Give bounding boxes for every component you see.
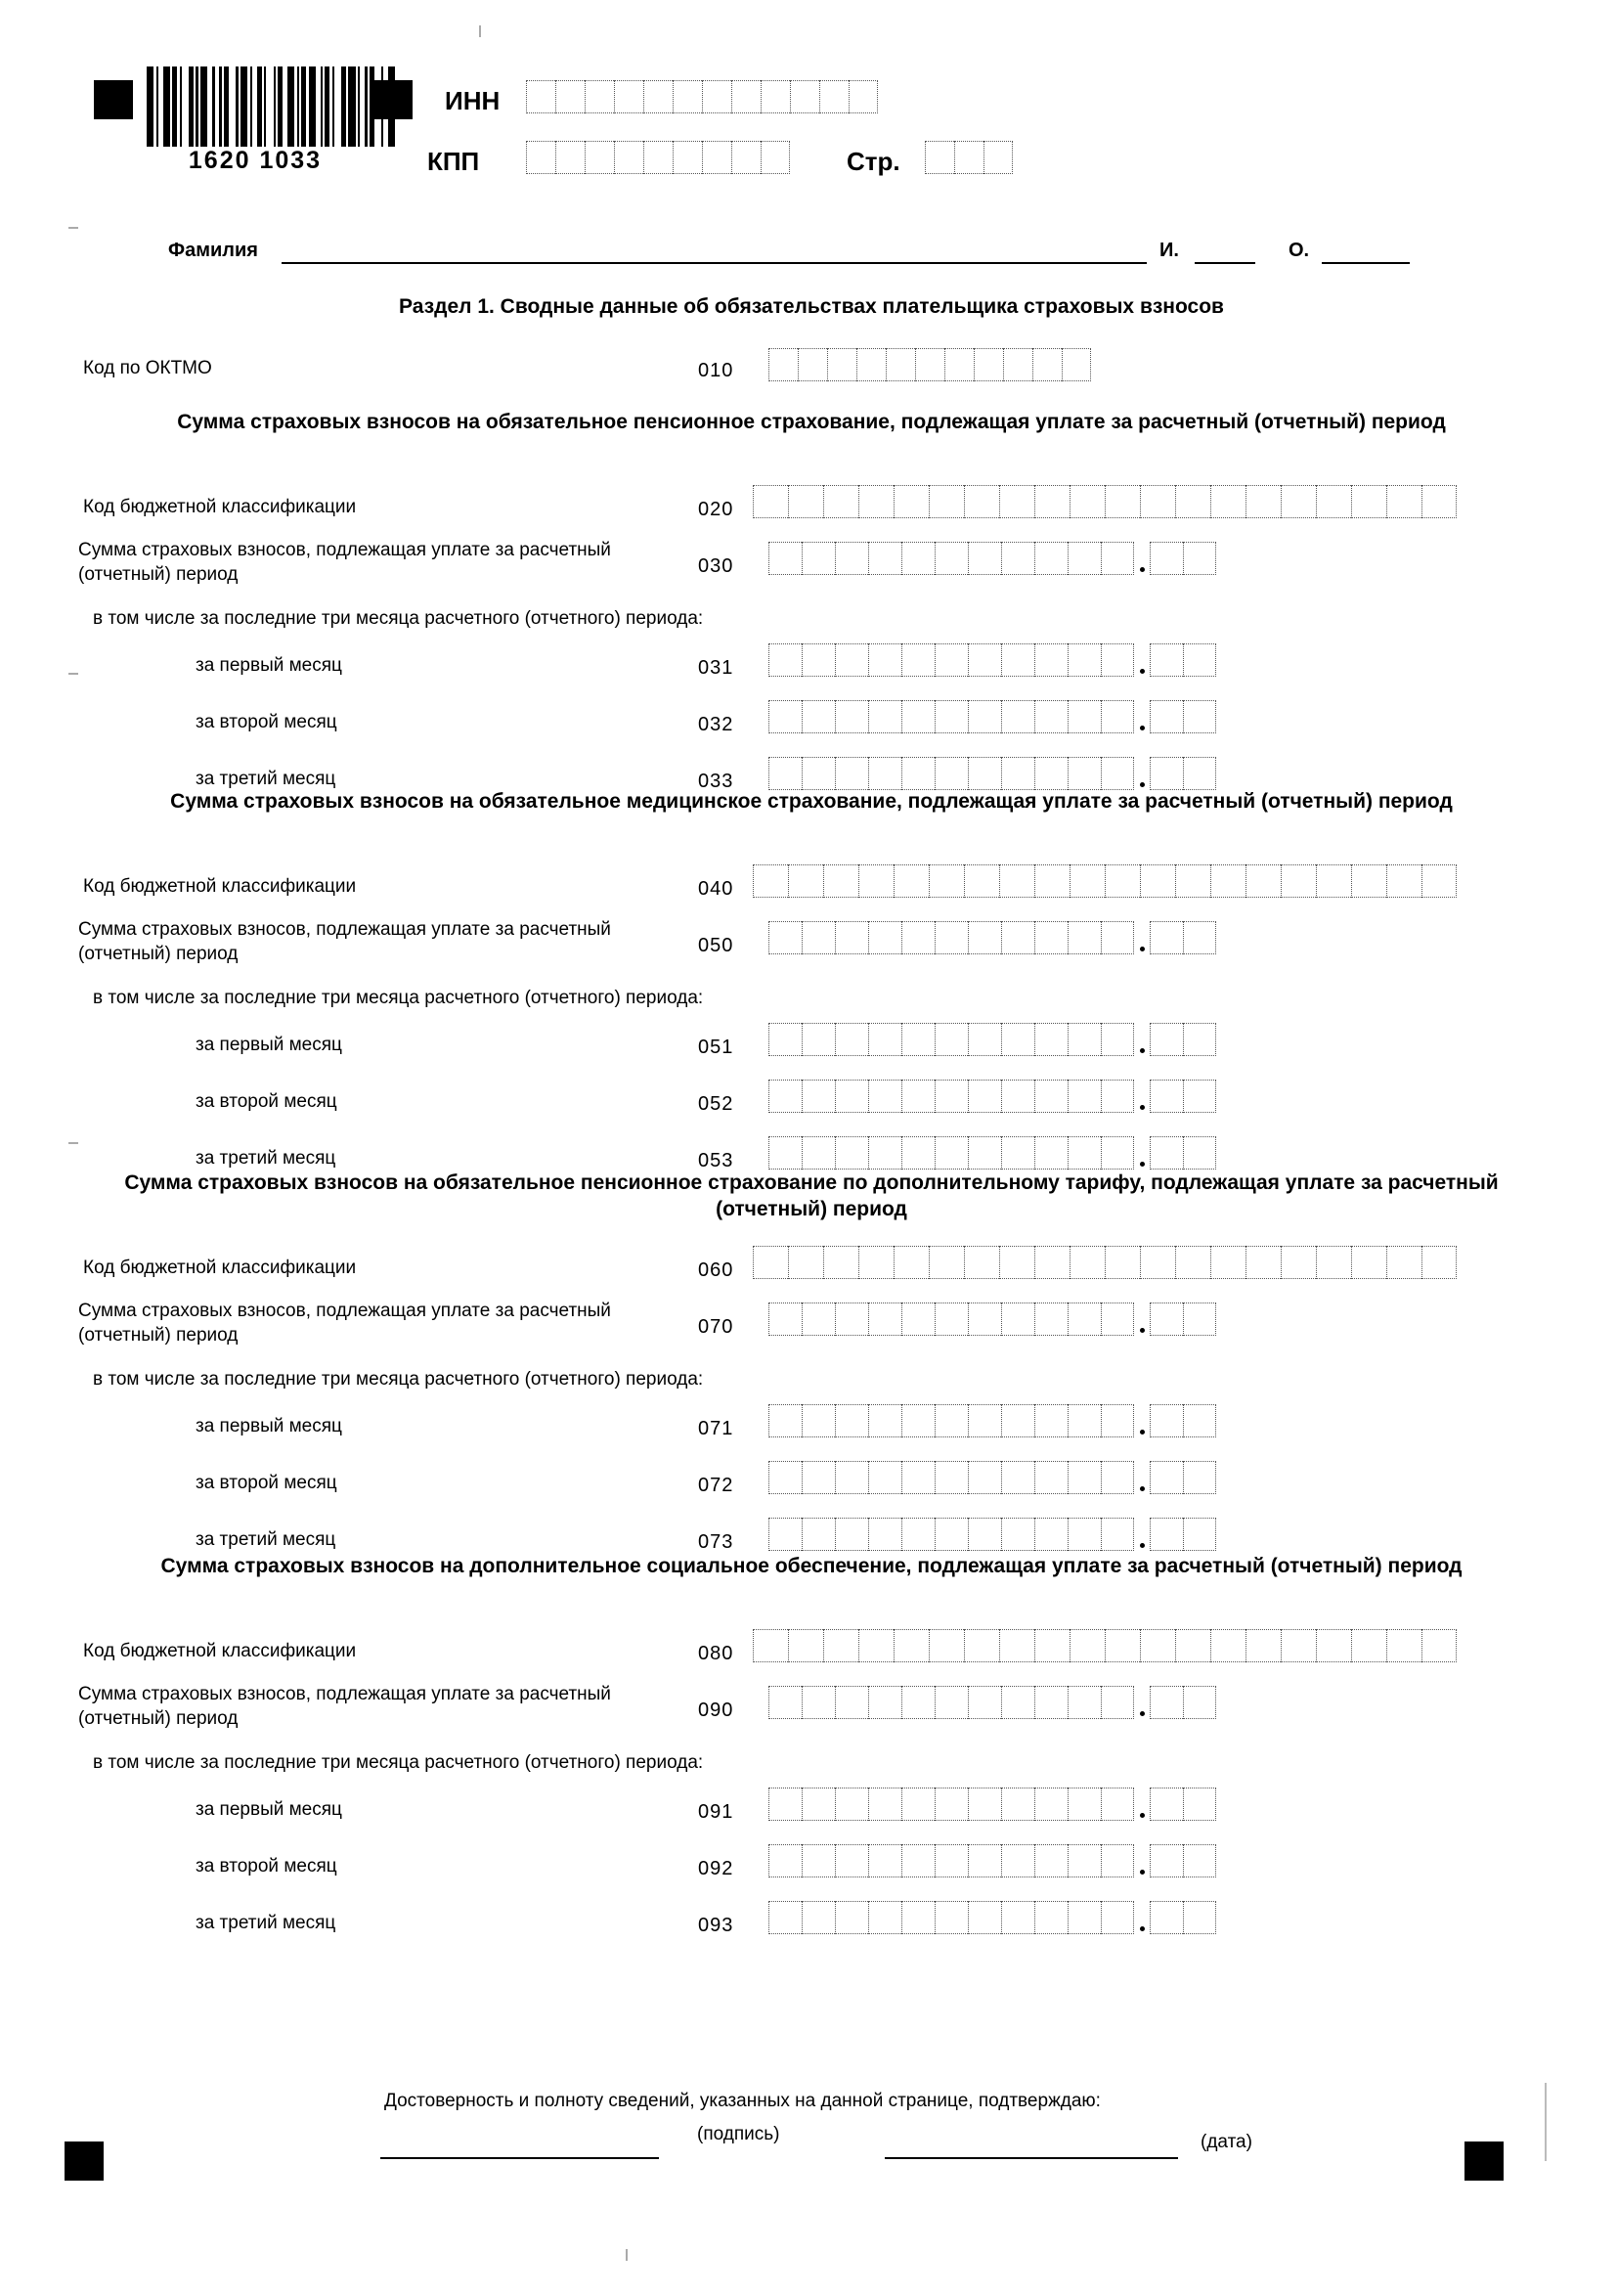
decimal-separator-dot bbox=[1140, 1711, 1145, 1716]
oktmo-code: 010 bbox=[698, 360, 734, 381]
sum-kop-input[interactable] bbox=[1150, 542, 1216, 575]
including-label: в том числе за последние три месяца расчетного (отчетного) периода: bbox=[93, 608, 704, 629]
month-kop-input[interactable] bbox=[1150, 1901, 1216, 1934]
month-kop-input[interactable] bbox=[1150, 1518, 1216, 1551]
section-title: Раздел 1. Сводные данные об обязательствах плательщика страховых взносов bbox=[399, 295, 1224, 318]
block-title: Сумма страховых взносов на обязательное пенсионное страхование, подлежащая уплате за расчетный (отчетный) период bbox=[177, 411, 1446, 433]
signature-label: (подпись) bbox=[697, 2124, 780, 2144]
month-code: 093 bbox=[698, 1915, 734, 1936]
footer-confirm-text: Достоверность и полноту сведений, указанных на данной странице, подтверждаю: bbox=[384, 2091, 1101, 2111]
barcode-bars bbox=[147, 66, 398, 147]
sum-code: 090 bbox=[698, 1700, 734, 1721]
corner-mark-top-left bbox=[94, 80, 133, 119]
block-title: Сумма страховых взносов на дополнительное социальное обеспечение, подлежащая уплате за расчетный (отчетный) период bbox=[160, 1555, 1463, 1577]
surname-input-line[interactable] bbox=[282, 262, 1147, 264]
month-rub-input[interactable] bbox=[768, 1901, 1134, 1934]
month-label: за первый месяц bbox=[196, 1416, 342, 1436]
month-kop-input[interactable] bbox=[1150, 1080, 1216, 1113]
decimal-separator-dot bbox=[1140, 669, 1145, 674]
month-kop-input[interactable] bbox=[1150, 1023, 1216, 1056]
including-label: в том числе за последние три месяца расчетного (отчетного) периода: bbox=[93, 988, 704, 1008]
month-label: за второй месяц bbox=[196, 712, 337, 732]
decimal-separator-dot bbox=[1140, 1486, 1145, 1491]
month-code: 092 bbox=[698, 1858, 734, 1879]
sum-code: 050 bbox=[698, 935, 734, 956]
kbk-label: Код бюджетной классификации bbox=[83, 876, 357, 897]
block-title: Сумма страховых взносов на обязательное пенсионное страхование по дополнительному тарифу, подлежащая уплате за расчетный (отчетный) период bbox=[124, 1171, 1499, 1220]
block-title: Сумма страховых взносов на обязательное медицинское страхование, подлежащая уплате за расчетный (отчетный) период bbox=[170, 790, 1453, 813]
month-label: за второй месяц bbox=[196, 1473, 337, 1493]
edge-tick bbox=[479, 25, 481, 37]
month-rub-input[interactable] bbox=[768, 1023, 1134, 1056]
month-kop-input[interactable] bbox=[1150, 1844, 1216, 1877]
decimal-separator-dot bbox=[1140, 1105, 1145, 1110]
kbk-code: 020 bbox=[698, 499, 734, 520]
inn-label: ИНН bbox=[445, 86, 501, 115]
initial-name-line[interactable] bbox=[1195, 262, 1255, 264]
kbk-label: Код бюджетной классификации bbox=[83, 1641, 357, 1661]
corner-mark-bottom-right bbox=[1464, 2141, 1504, 2181]
sum-kop-input[interactable] bbox=[1150, 1303, 1216, 1336]
page-number-input[interactable] bbox=[925, 141, 1013, 174]
month-kop-input[interactable] bbox=[1150, 1404, 1216, 1437]
kpp-label: КПП bbox=[427, 147, 480, 176]
decimal-separator-dot bbox=[1140, 1328, 1145, 1333]
corner-mark-bottom-left bbox=[65, 2141, 104, 2181]
month-label: за третий месяц bbox=[196, 769, 336, 789]
kbk-input[interactable] bbox=[753, 1629, 1457, 1662]
month-kop-input[interactable] bbox=[1150, 1788, 1216, 1821]
sum-rub-input[interactable] bbox=[768, 1303, 1134, 1336]
decimal-separator-dot bbox=[1140, 1870, 1145, 1875]
decimal-separator-dot bbox=[1140, 726, 1145, 730]
month-label: за второй месяц bbox=[196, 1091, 337, 1112]
kbk-code: 060 bbox=[698, 1259, 734, 1281]
month-label: за третий месяц bbox=[196, 1529, 336, 1550]
sum-label: Сумма страховых взносов, подлежащая уплате за расчетный (отчетный) период bbox=[78, 540, 611, 585]
sum-rub-input[interactable] bbox=[768, 921, 1134, 954]
month-code: 052 bbox=[698, 1093, 734, 1115]
barcode bbox=[147, 66, 364, 174]
month-label: за первый месяц bbox=[196, 1799, 342, 1820]
sum-code: 070 bbox=[698, 1316, 734, 1338]
sum-code: 030 bbox=[698, 555, 734, 577]
including-label: в том числе за последние три месяца расчетного (отчетного) периода: bbox=[93, 1369, 704, 1390]
kbk-code: 040 bbox=[698, 878, 734, 900]
month-rub-input[interactable] bbox=[768, 1788, 1134, 1821]
decimal-separator-dot bbox=[1140, 782, 1145, 787]
month-code: 073 bbox=[698, 1531, 734, 1553]
including-label: в том числе за последние три месяца расчетного (отчетного) периода: bbox=[93, 1752, 704, 1773]
month-label: за первый месяц bbox=[196, 655, 342, 676]
kbk-label: Код бюджетной классификации bbox=[83, 1258, 357, 1278]
date-line[interactable] bbox=[885, 2157, 1178, 2159]
date-label: (дата) bbox=[1201, 2132, 1252, 2152]
month-rub-input[interactable] bbox=[768, 757, 1134, 790]
kbk-label: Код бюджетной классификации bbox=[83, 497, 357, 517]
month-label: за третий месяц bbox=[196, 1148, 336, 1169]
decimal-separator-dot bbox=[1140, 1543, 1145, 1548]
month-code: 051 bbox=[698, 1037, 734, 1058]
decimal-separator-dot bbox=[1140, 1048, 1145, 1053]
kbk-input[interactable] bbox=[753, 864, 1457, 898]
month-rub-input[interactable] bbox=[768, 1844, 1134, 1877]
month-kop-input[interactable] bbox=[1150, 643, 1216, 677]
barcode-number: 1620 1033 bbox=[188, 147, 323, 174]
oktmo-label: Код по ОКТМО bbox=[83, 358, 212, 378]
month-rub-input[interactable] bbox=[768, 1080, 1134, 1113]
kpp-input[interactable] bbox=[526, 141, 790, 174]
month-rub-input[interactable] bbox=[768, 1136, 1134, 1170]
month-kop-input[interactable] bbox=[1150, 700, 1216, 733]
initial-name-label: И. bbox=[1159, 240, 1179, 261]
surname-label: Фамилия bbox=[168, 240, 258, 261]
edge-tick bbox=[1545, 2083, 1547, 2161]
month-code: 071 bbox=[698, 1418, 734, 1439]
month-code: 033 bbox=[698, 771, 734, 792]
month-kop-input[interactable] bbox=[1150, 1461, 1216, 1494]
sum-label: Сумма страховых взносов, подлежащая уплате за расчетный (отчетный) период bbox=[78, 1684, 611, 1729]
oktmo-input[interactable] bbox=[768, 348, 1091, 381]
page-label: Стр. bbox=[847, 147, 900, 176]
month-code: 053 bbox=[698, 1150, 734, 1171]
month-label: за второй месяц bbox=[196, 1856, 337, 1877]
signature-line[interactable] bbox=[380, 2157, 659, 2159]
month-label: за третий месяц bbox=[196, 1913, 336, 1933]
month-code: 031 bbox=[698, 657, 734, 679]
month-kop-input[interactable] bbox=[1150, 757, 1216, 790]
month-rub-input[interactable] bbox=[768, 1404, 1134, 1437]
kbk-input[interactable] bbox=[753, 1246, 1457, 1279]
kbk-code: 080 bbox=[698, 1643, 734, 1664]
month-code: 091 bbox=[698, 1801, 734, 1823]
sum-kop-input[interactable] bbox=[1150, 921, 1216, 954]
initial-patronymic-label: О. bbox=[1289, 240, 1310, 261]
month-label: за первый месяц bbox=[196, 1035, 342, 1055]
decimal-separator-dot bbox=[1140, 567, 1145, 572]
edge-tick bbox=[68, 1142, 78, 1144]
month-code: 032 bbox=[698, 714, 734, 735]
month-rub-input[interactable] bbox=[768, 1518, 1134, 1551]
month-rub-input[interactable] bbox=[768, 1461, 1134, 1494]
month-rub-input[interactable] bbox=[768, 643, 1134, 677]
edge-tick bbox=[68, 227, 78, 229]
sum-kop-input[interactable] bbox=[1150, 1686, 1216, 1719]
initial-patronymic-line[interactable] bbox=[1322, 262, 1410, 264]
sum-rub-input[interactable] bbox=[768, 1686, 1134, 1719]
month-code: 072 bbox=[698, 1475, 734, 1496]
decimal-separator-dot bbox=[1140, 1430, 1145, 1435]
kbk-input[interactable] bbox=[753, 485, 1457, 518]
month-rub-input[interactable] bbox=[768, 700, 1134, 733]
inn-input[interactable] bbox=[526, 80, 878, 113]
sum-label: Сумма страховых взносов, подлежащая уплате за расчетный (отчетный) период bbox=[78, 1301, 611, 1346]
sum-rub-input[interactable] bbox=[768, 542, 1134, 575]
edge-tick bbox=[68, 673, 78, 675]
month-kop-input[interactable] bbox=[1150, 1136, 1216, 1170]
decimal-separator-dot bbox=[1140, 1926, 1145, 1931]
sum-label: Сумма страховых взносов, подлежащая уплате за расчетный (отчетный) период bbox=[78, 919, 611, 964]
decimal-separator-dot bbox=[1140, 947, 1145, 951]
decimal-separator-dot bbox=[1140, 1162, 1145, 1167]
decimal-separator-dot bbox=[1140, 1813, 1145, 1818]
edge-tick bbox=[626, 2249, 628, 2261]
